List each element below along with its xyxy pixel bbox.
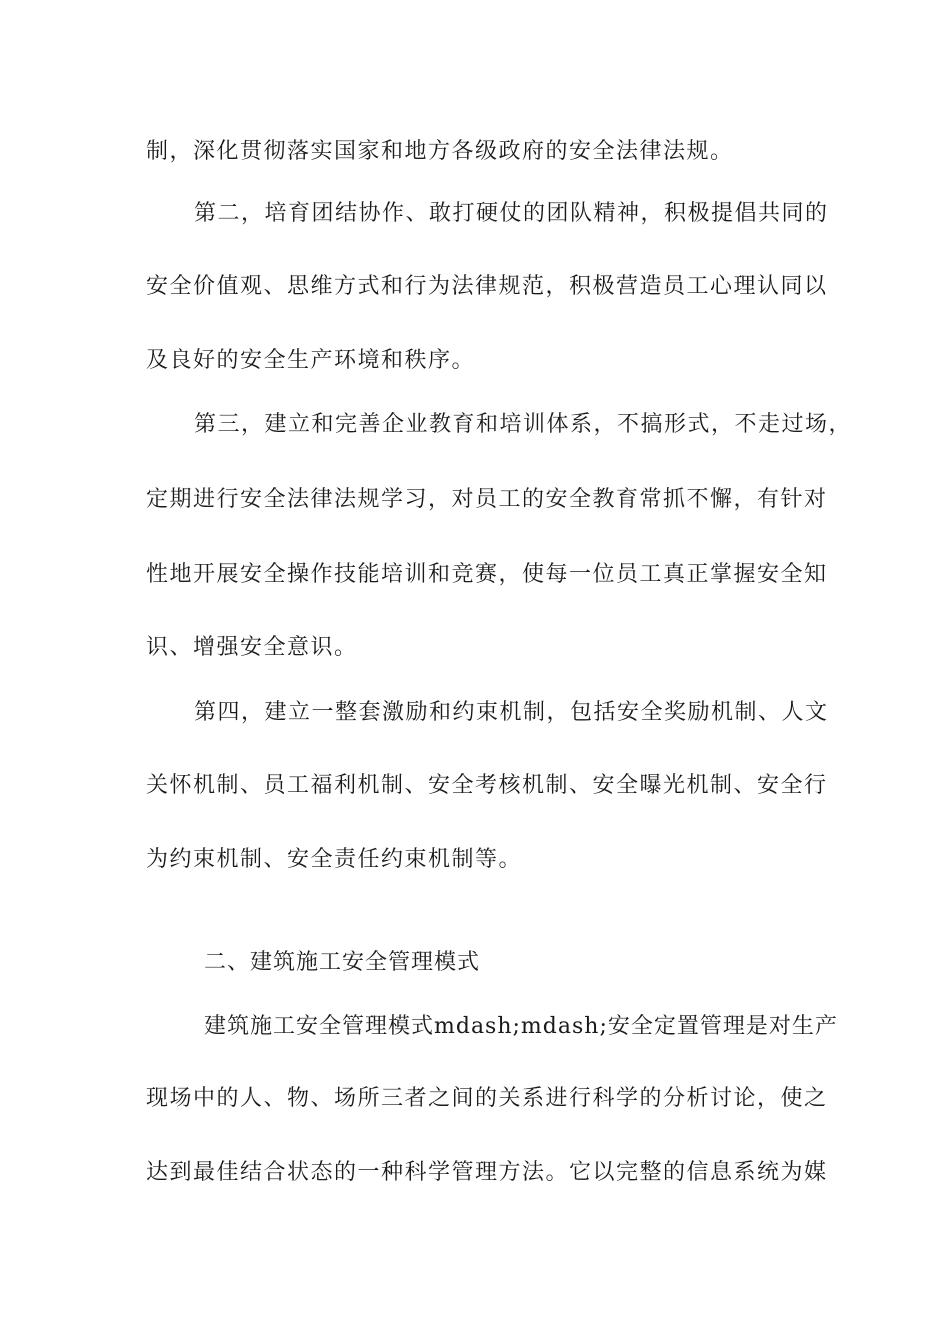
paragraph-line: 现场中的人、物、场所三者之间的关系进行科学的分析讨论，使之 xyxy=(146,1086,828,1111)
paragraph-line: 及良好的安全生产环境和秩序。 xyxy=(146,348,476,373)
paragraph-line: 关怀机制、员工福利机制、安全考核机制、安全曝光机制、安全行 xyxy=(146,773,828,798)
section-heading: 二、建筑施工安全管理模式 xyxy=(204,950,481,975)
paragraph-line: 性地开展安全操作技能培训和竞赛，使每一位员工真正掌握安全知 xyxy=(146,562,828,587)
paragraph-line: 制，深化贯彻落实国家和地方各级政府的安全法律法规。 xyxy=(146,139,734,164)
paragraph-line: 建筑施工安全管理模式mdash;mdash;安全定置管理是对生产 xyxy=(204,1014,838,1039)
paragraph-line: 为约束机制、安全责任约束机制等。 xyxy=(146,847,523,872)
paragraph-line: 第四，建立一整套激励和约束机制，包括安全奖励机制、人文 xyxy=(194,700,829,725)
paragraph-line: 安全价值观、思维方式和行为法律规范，积极营造员工心理认同以 xyxy=(146,274,828,299)
paragraph-line: 第三，建立和完善企业教育和培训体系，不搞形式，不走过场， xyxy=(194,412,853,437)
paragraph-line: 达到最佳结合状态的一种科学管理方法。它以完整的信息系统为媒 xyxy=(146,1160,828,1185)
paragraph-line: 识、增强安全意识。 xyxy=(146,635,358,660)
paragraph-line: 第二，培育团结协作、敢打硬仗的团队精神，积极提倡共同的 xyxy=(194,201,829,226)
paragraph-line: 定期进行安全法律法规学习，对员工的安全教育常抓不懈，有针对 xyxy=(146,487,828,512)
